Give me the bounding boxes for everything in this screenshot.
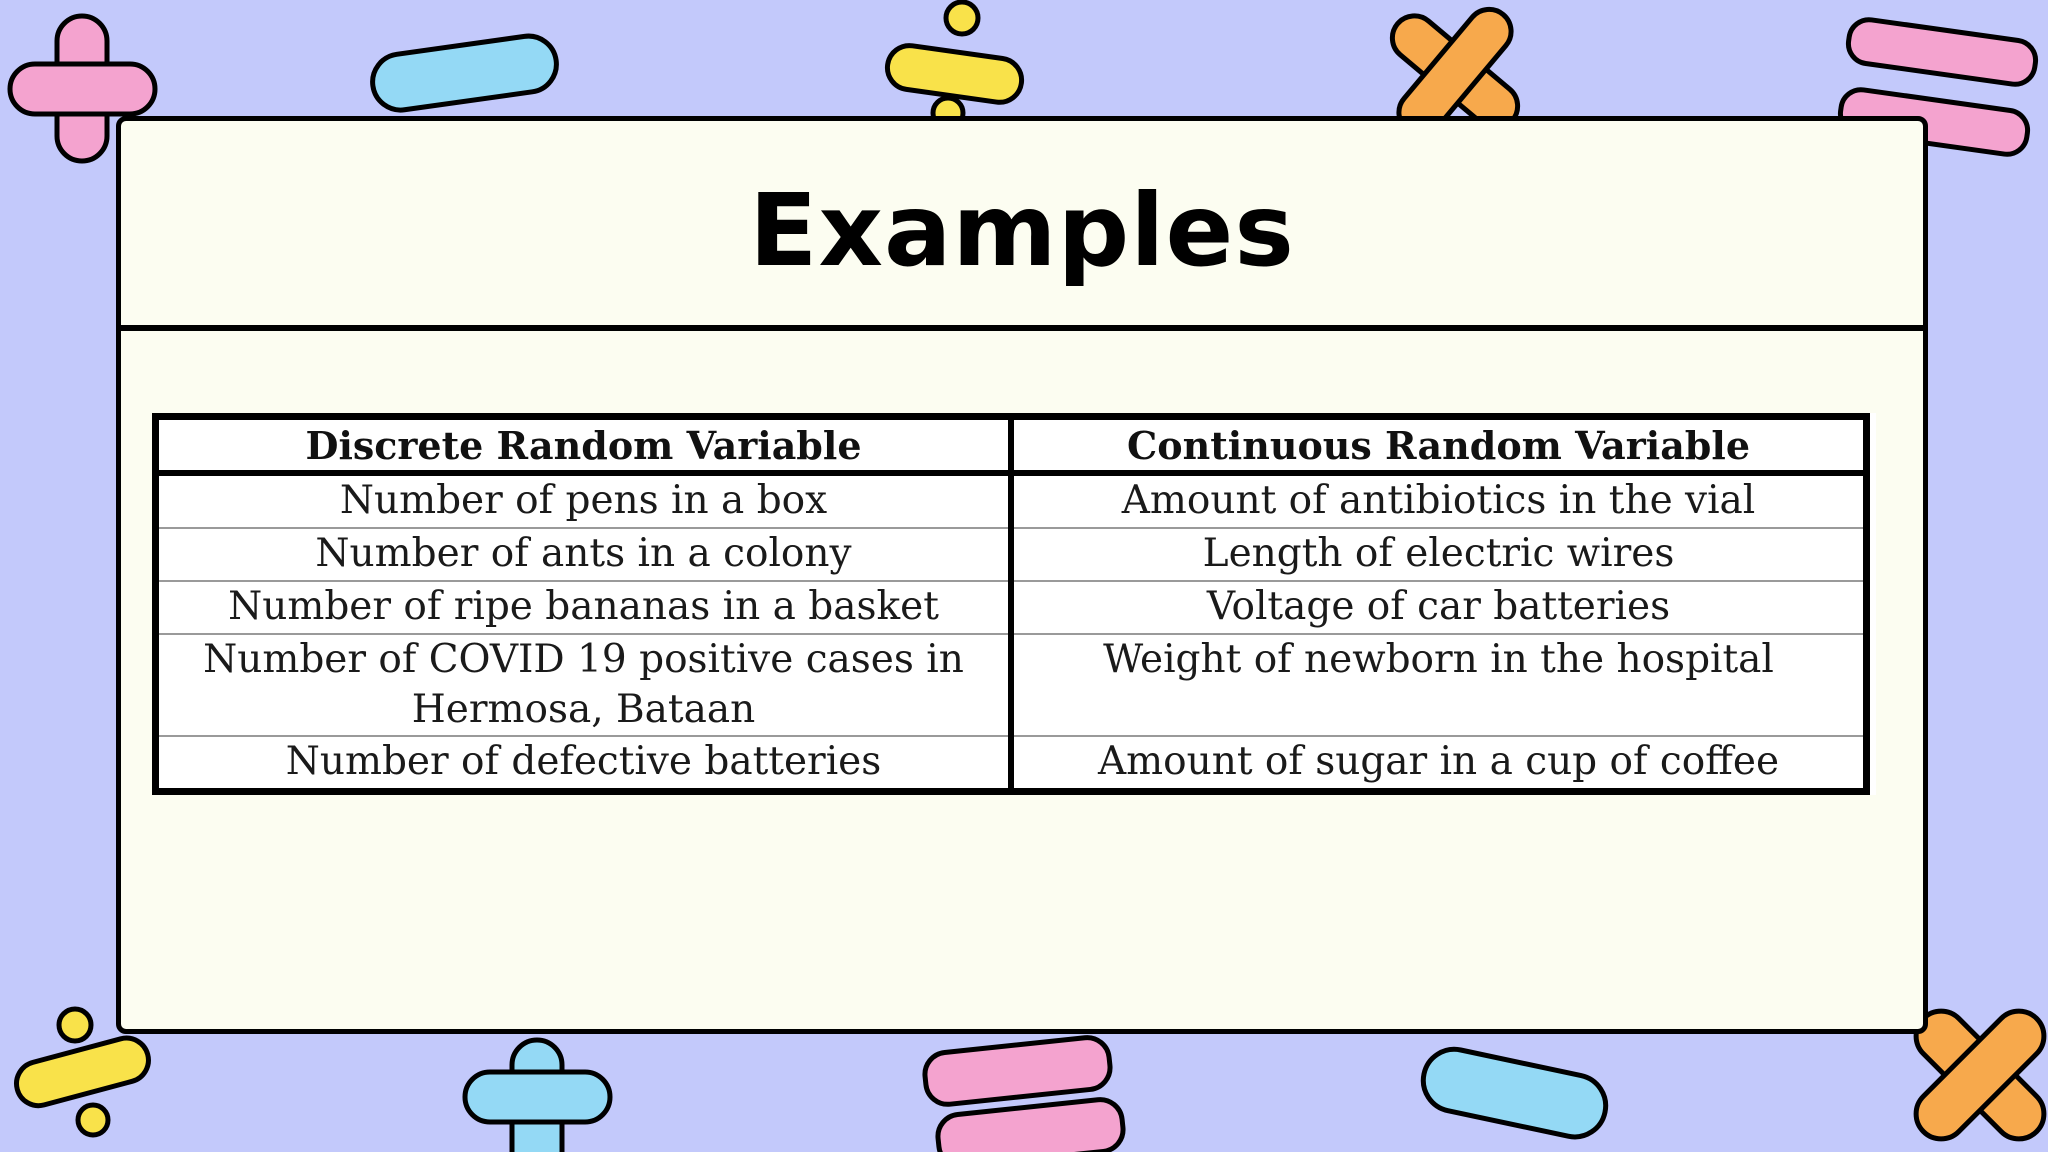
table-container — [152, 413, 1876, 795]
continuous-cell: Length of electric wires — [1011, 528, 1867, 581]
discrete-cell: Number of ants in a colony — [156, 528, 1012, 581]
header-continuous: Continuous Random Variable — [1011, 417, 1867, 474]
examples-table — [152, 413, 1870, 795]
equals-icon — [923, 1035, 1125, 1152]
discrete-cell: Number of defective batteries — [156, 736, 1012, 792]
table-row — [156, 473, 1867, 528]
header-discrete: Discrete Random Variable — [156, 417, 1012, 474]
divide-icon — [885, 2, 1025, 128]
continuous-cell: Amount of sugar in a cup of coffee — [1011, 736, 1867, 792]
continuous-cell: Weight of newborn in the hospital — [1011, 634, 1867, 736]
continuous-cell: Amount of antibiotics in the vial — [1011, 473, 1867, 528]
table-row — [156, 736, 1867, 792]
minus-icon — [369, 32, 560, 113]
table-row — [156, 581, 1867, 634]
plus-icon — [465, 1040, 610, 1152]
minus-icon — [1418, 1044, 1612, 1143]
slide-card — [116, 116, 1928, 1034]
slide-header — [121, 121, 1923, 331]
table-row — [156, 634, 1867, 736]
slide-title: Examples — [749, 171, 1295, 289]
continuous-cell: Voltage of car batteries — [1011, 581, 1867, 634]
discrete-cell: Number of ripe bananas in a basket — [156, 581, 1012, 634]
table-row — [156, 528, 1867, 581]
table-header-row — [156, 417, 1867, 474]
discrete-cell: Number of pens in a box — [156, 473, 1012, 528]
discrete-cell: Number of COVID 19 positive cases in Hermosa, Bataan — [156, 634, 1012, 736]
